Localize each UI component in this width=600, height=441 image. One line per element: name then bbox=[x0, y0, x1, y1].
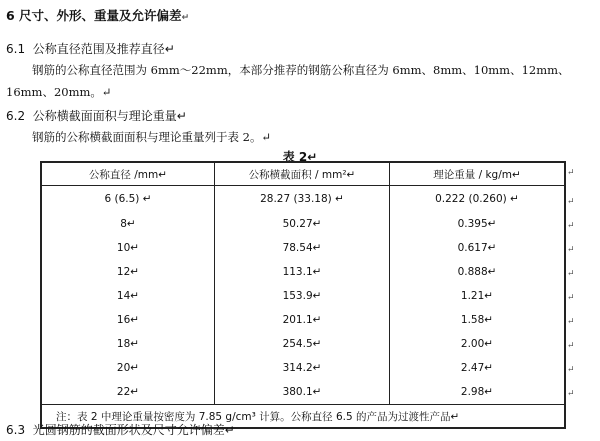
cell-area: 153.9↵ bbox=[215, 284, 390, 308]
cell-weight: 0.617↵ bbox=[390, 236, 566, 260]
subsection-title: 光圆钢筋的截面形状及尺寸允许偏差↵ bbox=[32, 423, 235, 437]
table-row bbox=[41, 212, 565, 236]
table-row bbox=[41, 284, 565, 308]
row-end-mark: ↵ bbox=[567, 245, 575, 255]
cell-weight: 2.47↵ bbox=[390, 356, 566, 380]
row-end-mark: ↵ bbox=[567, 341, 575, 351]
row-end-mark: ↵ bbox=[567, 389, 575, 399]
cell-weight: 0.888↵ bbox=[390, 260, 566, 284]
cell-diameter: 12↵ bbox=[41, 260, 215, 284]
row-end-mark: ↵ bbox=[567, 197, 575, 207]
cell-area: 28.27 (33.18) ↵ bbox=[215, 186, 390, 213]
subsection-title: 公称直径范围及推荐直径↵ bbox=[32, 42, 175, 56]
cell-diameter: 10↵ bbox=[41, 236, 215, 260]
cell-diameter: 6 (6.5) ↵ bbox=[41, 186, 215, 213]
table-row bbox=[41, 186, 565, 213]
table-note: 注：表 2 中理论重量按密度为 7.85 g/cm³ 计算。公称直径 6.5 的产品为过渡性产品↵ bbox=[41, 405, 565, 429]
cell-area: 201.1↵ bbox=[215, 308, 390, 332]
cell-weight: 1.21↵ bbox=[390, 284, 566, 308]
table-header-row bbox=[41, 162, 565, 186]
table-row bbox=[41, 380, 565, 405]
cell-diameter: 14↵ bbox=[41, 284, 215, 308]
subsection-title: 公称横截面面积与理论重量↵ bbox=[32, 109, 187, 123]
cell-diameter: 22↵ bbox=[41, 380, 215, 405]
cell-area: 254.5↵ bbox=[215, 332, 390, 356]
column-header-area: 公称横截面积 / mm²↵ bbox=[215, 162, 390, 186]
data-table bbox=[40, 161, 566, 429]
heading-text: 6 尺寸、外形、重量及允许偏差 bbox=[6, 8, 182, 23]
row-end-mark: ↵ bbox=[567, 221, 575, 231]
cell-area: 314.2↵ bbox=[215, 356, 390, 380]
subsection-6-3 bbox=[6, 421, 235, 438]
table-row bbox=[41, 260, 565, 284]
subsection-number: 6.2 bbox=[6, 109, 26, 123]
paragraph-6-2: 钢筋的公称横截面面积与理论重量列于表 2。↵ bbox=[32, 130, 272, 144]
paragraph-6-1-line2: 16mm、20mm。↵ bbox=[6, 85, 112, 99]
cell-area: 380.1↵ bbox=[215, 380, 390, 405]
subsection-6-1 bbox=[6, 40, 175, 57]
subsection-6-2 bbox=[6, 107, 187, 124]
row-end-mark: ↵ bbox=[567, 168, 575, 178]
row-end-mark: ↵ bbox=[567, 269, 575, 279]
table-row bbox=[41, 308, 565, 332]
cell-weight: 2.00↵ bbox=[390, 332, 566, 356]
cell-diameter: 20↵ bbox=[41, 356, 215, 380]
column-header-diameter: 公称直径 /mm↵ bbox=[41, 162, 215, 186]
subsection-number: 6.1 bbox=[6, 42, 26, 56]
cell-diameter: 18↵ bbox=[41, 332, 215, 356]
cell-weight: 0.395↵ bbox=[390, 212, 566, 236]
column-header-weight: 理论重量 / kg/m↵ bbox=[390, 162, 566, 186]
cell-diameter: 8↵ bbox=[41, 212, 215, 236]
cell-diameter: 16↵ bbox=[41, 308, 215, 332]
cell-weight: 1.58↵ bbox=[390, 308, 566, 332]
paragraph-6-1-line1: 钢筋的公称直径范围为 6mm～22mm，本部分推荐的钢筋公称直径为 6mm、8mm、10mm、12mm、 bbox=[32, 63, 570, 77]
cell-weight: 0.222 (0.260) ↵ bbox=[390, 186, 566, 213]
table-row bbox=[41, 236, 565, 260]
section-heading bbox=[6, 6, 189, 24]
cell-area: 50.27↵ bbox=[215, 212, 390, 236]
table-caption: 表 2↵ bbox=[282, 150, 318, 164]
row-end-mark: ↵ bbox=[567, 293, 575, 303]
row-end-mark: ↵ bbox=[567, 365, 575, 375]
table-row bbox=[41, 356, 565, 380]
subsection-number: 6.3 bbox=[6, 423, 26, 437]
row-end-mark: ↵ bbox=[567, 317, 575, 327]
cell-area: 113.1↵ bbox=[215, 260, 390, 284]
cell-area: 78.54↵ bbox=[215, 236, 390, 260]
table-row bbox=[41, 332, 565, 356]
paragraph-mark: ↵ bbox=[181, 13, 190, 23]
cell-weight: 2.98↵ bbox=[390, 380, 566, 405]
